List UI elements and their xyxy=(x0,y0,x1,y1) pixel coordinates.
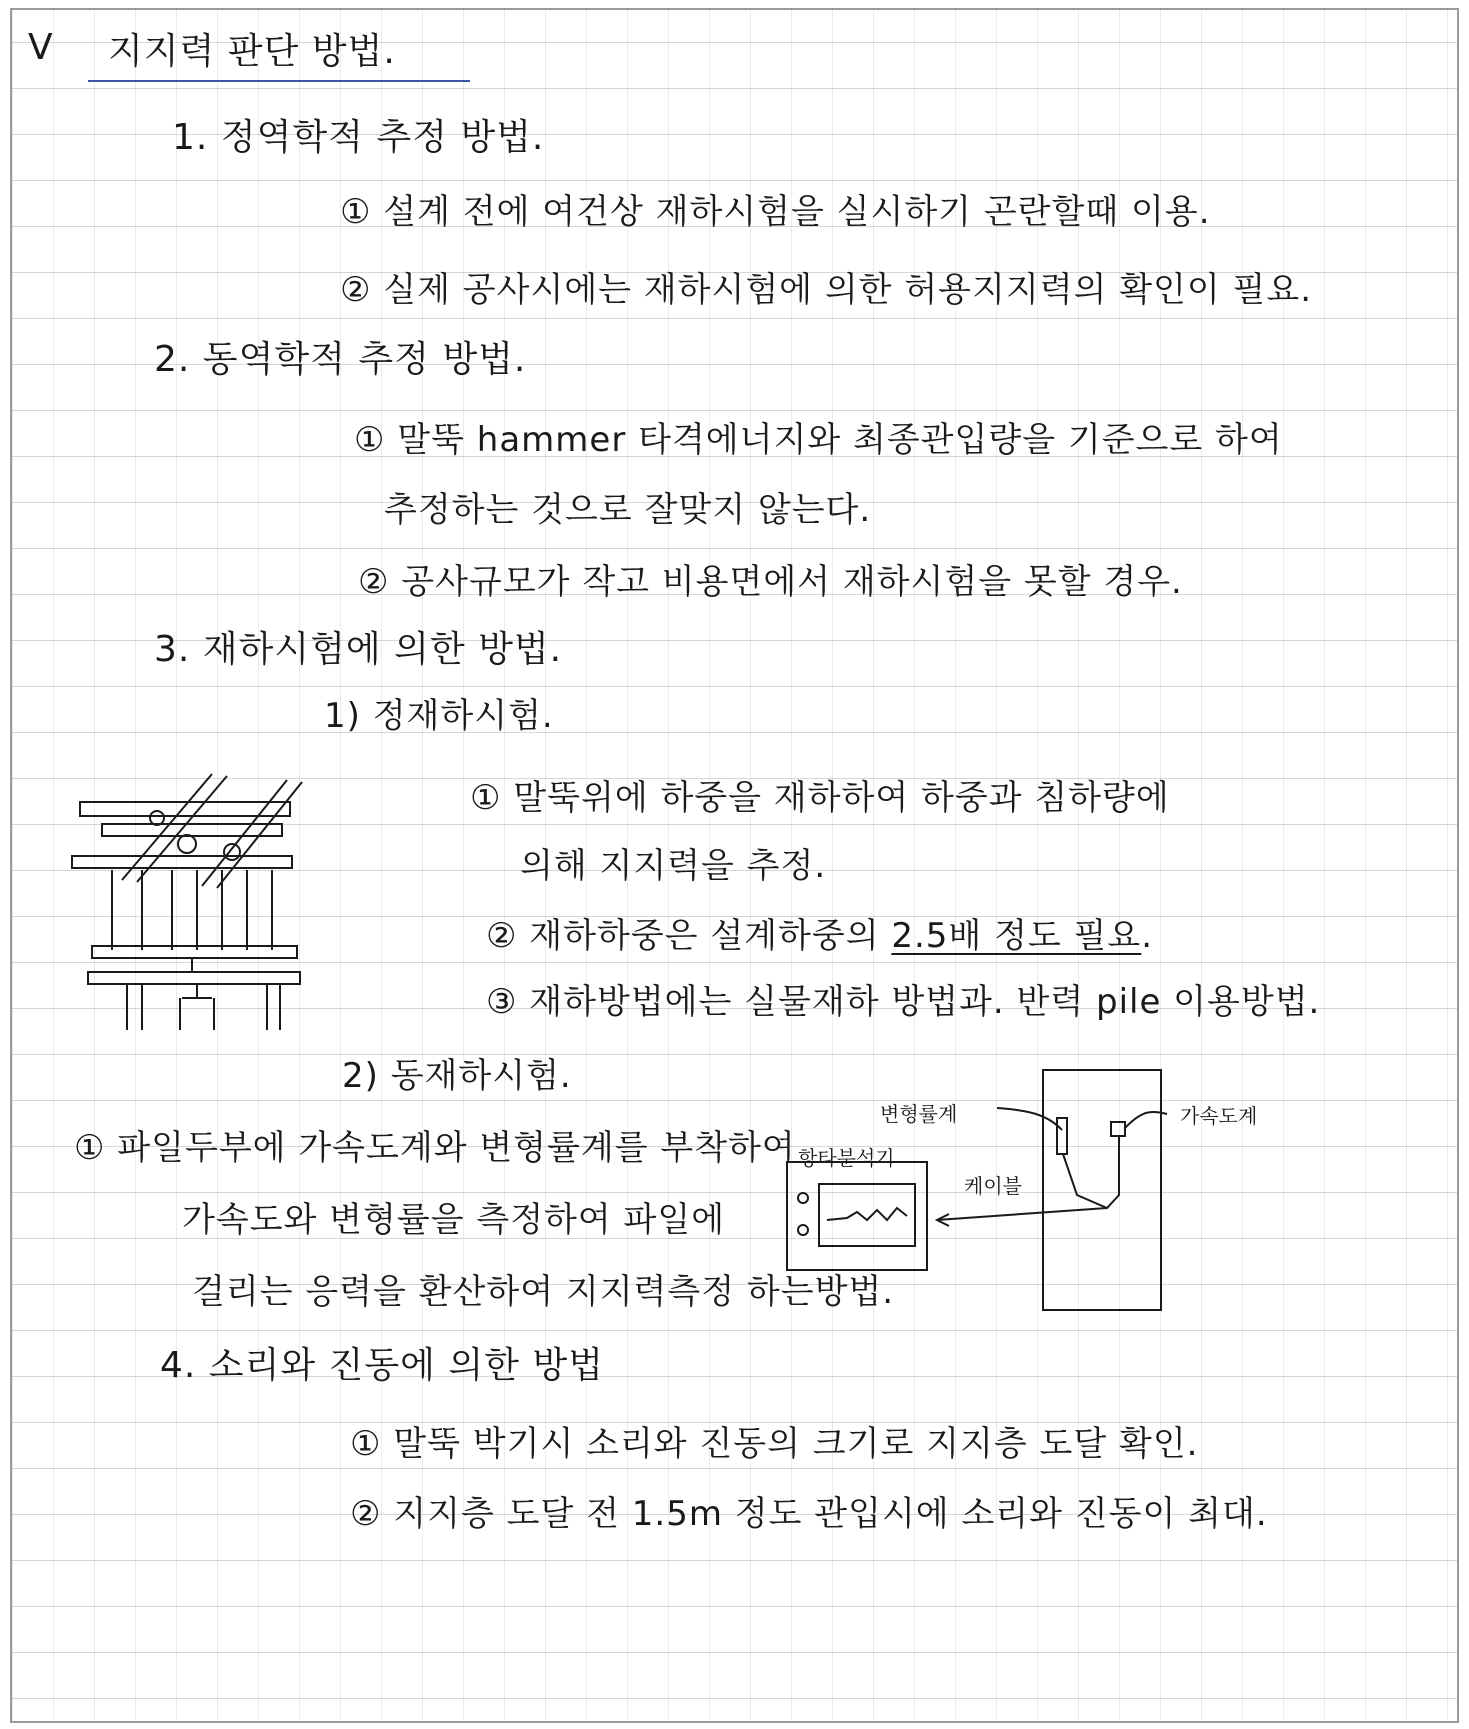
cable-label: 케이블 xyxy=(964,1174,1022,1198)
section-3-heading: 3. 재하시험에 의한 방법. xyxy=(154,629,563,670)
section-3-sub2-item-1: ① 파일두부에 가속도계와 변형률계를 부착하여 xyxy=(74,1128,796,1168)
section-3-sub2-item-1-cont-2: 걸리는 응력을 환산하여 지지력측정 하는방법. xyxy=(192,1272,895,1312)
section-3-sub1-item-2: ② 재하하중은 설계하중의 2.5배 정도 필요. xyxy=(486,916,1154,956)
chapter-numeral: V xyxy=(28,27,54,68)
section-4-heading: 4. 소리와 진동에 의한 방법 xyxy=(160,1345,604,1386)
section-3-sub2-heading: 2) 동재하시험. xyxy=(342,1056,572,1096)
emphasis-underline: 2.5배 정도 필요 xyxy=(891,916,1142,956)
accelerometer-label: 가속도계 xyxy=(1180,1104,1258,1128)
section-3-sub1-item-1: ① 말뚝위에 하중을 재하하여 하중과 침하량에 xyxy=(470,778,1170,818)
section-1-item-1: ① 설계 전에 여건상 재하시험을 실시하기 곤란할때 이용. xyxy=(340,192,1211,232)
section-1-heading: 1. 정역학적 추정 방법. xyxy=(172,117,545,158)
section-2-heading: 2. 동역학적 추정 방법. xyxy=(154,339,527,380)
section-3-sub1-heading: 1) 정재하시험. xyxy=(324,696,554,736)
section-3-sub2-item-1-cont-1: 가속도와 변형률을 측정하여 파일에 xyxy=(182,1200,726,1240)
notebook-page xyxy=(10,8,1459,1723)
analyzer-label: 항타분석기 xyxy=(798,1146,895,1170)
section-4-item-2: ② 지지층 도달 전 1.5m 정도 관입시에 소리와 진동이 최대. xyxy=(350,1494,1268,1534)
strain-gauge-label: 변형률계 xyxy=(880,1102,958,1126)
section-4-item-1: ① 말뚝 박기시 소리와 진동의 크기로 지지층 도달 확인. xyxy=(350,1424,1199,1464)
chapter-title: 지지력 판단 방법. xyxy=(108,31,396,72)
section-3-sub1-item-1-cont: 의해 지지력을 추정. xyxy=(520,846,827,886)
section-2-item-1: ① 말뚝 hammer 타격에너지와 최종관입량을 기준으로 하여 xyxy=(354,420,1283,460)
static-load-test-sketch xyxy=(62,760,322,1040)
title-underline xyxy=(88,80,470,82)
section-3-sub1-item-3: ③ 재하방법에는 실물재하 방법과. 반력 pile 이용방법. xyxy=(486,982,1321,1022)
section-2-item-1-cont: 추정하는 것으로 잘맞지 않는다. xyxy=(384,490,872,530)
section-2-item-2: ② 공사규모가 작고 비용면에서 재하시험을 못할 경우. xyxy=(358,562,1183,602)
section-1-item-2: ② 실제 공사시에는 재하시험에 의한 허용지지력의 확인이 필요. xyxy=(340,270,1313,310)
